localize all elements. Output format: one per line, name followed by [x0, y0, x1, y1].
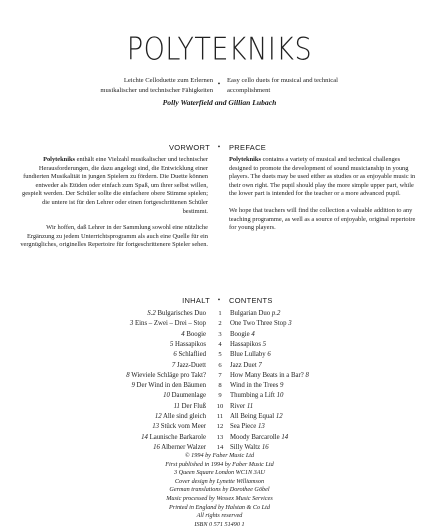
preface-german [20, 156, 208, 258]
preface-heading-german: VORWORT [169, 143, 210, 152]
toc-page-english: 10 [276, 392, 284, 400]
toc-title-english: Blue Lullaby [230, 351, 266, 359]
toc-page-german: S.2 [147, 310, 156, 317]
toc-page-german: 3 [129, 320, 134, 328]
toc-row [0, 381, 439, 391]
toc-title-german: Der Wind in den Bäumen [136, 382, 206, 390]
credit-line: German translations by Dorothee Göbel [169, 486, 270, 494]
toc-row [0, 412, 439, 422]
toc-number: 8 [218, 382, 222, 390]
toc-title-german: Launische Barkarole [149, 433, 206, 441]
toc-entry-german [147, 309, 206, 319]
toc-page-german: 13 [152, 423, 159, 431]
toc-row [0, 391, 439, 401]
toc-page-english: 11 [246, 402, 254, 410]
toc-row [0, 340, 439, 350]
toc-row [0, 361, 439, 371]
authors: Polly Waterfield and Gillian Lubach [162, 98, 277, 107]
toc-title-german: Eins – Zwei – Drei – Stop [135, 320, 206, 328]
toc-title-english: Silly Waltz [230, 443, 261, 451]
toc-page-german: 9 [131, 382, 135, 390]
toc-entry-german [181, 330, 206, 340]
toc-page-german: 12 [154, 413, 162, 420]
toc-entry-german [170, 340, 206, 350]
toc-number: 9 [218, 392, 222, 400]
toc-page-english: 9 [279, 382, 284, 390]
toc-title-german: Daumenlage [171, 392, 206, 400]
toc-number: 2 [218, 320, 222, 328]
toc-title-german: Hassapikos [175, 340, 206, 348]
preface-german-paragraph: Wir hoffen, daß Lehrer in der Sammlung sowohl eine nützliche Ergänzung zu jedem Unterrichtsprogramm als auch eine Quelle für ein vergnügliches, originelles Repertoire für fortgeschrittenere Spieler sehen. [20, 224, 208, 249]
toc-title-german: Boogie [186, 330, 206, 338]
book-name: Polytekniks [43, 156, 76, 163]
toc-page-english: 13 [257, 423, 265, 431]
page-title: POLYTEKNIKS [126, 31, 313, 68]
toc-entry-german [131, 381, 206, 391]
toc-title-german: Der Fluß [181, 402, 206, 410]
toc-page-english: 16 [261, 443, 269, 451]
credits [0, 452, 439, 529]
toc-entry-german [163, 391, 206, 401]
toc-entry-english [230, 402, 253, 412]
toc-title-english: Jazz Duet [230, 361, 257, 369]
toc-page-german: 4 [181, 330, 185, 338]
toc-entry-english [230, 433, 288, 443]
toc-page-english: 12 [275, 413, 283, 420]
credit-line: Cover design by Lynette Williamson [174, 477, 265, 485]
toc-page-german: 6 [173, 351, 177, 359]
toc-entry-german [173, 350, 206, 360]
copyright-line: © 1994 by Faber Music Ltd [184, 452, 255, 459]
toc-entry-english [230, 391, 283, 401]
toc-page-english: 14 [281, 433, 289, 441]
toc-page-german: 11 [173, 402, 180, 410]
toc-page-german: 16 [153, 443, 160, 451]
toc-title-german: Schlaflied [178, 351, 206, 359]
toc-title-english: How Many Beats in a Bar? [230, 371, 304, 379]
toc-number: 7 [218, 371, 222, 379]
toc-entry-english [230, 309, 280, 319]
toc-title-english: Bulgarian Duo [230, 310, 271, 317]
separator-dot: • [217, 80, 221, 88]
subtitle-english [227, 76, 427, 95]
toc-number: 4 [218, 340, 222, 348]
subtitle-english-line: accomplishment [227, 86, 271, 94]
toc-row [0, 309, 439, 319]
subtitle-german-line: musikalischer und technischer Fähigkeiten [100, 86, 213, 94]
toc-title-german: Alle sind gleich [162, 413, 206, 420]
toc-row [0, 422, 439, 432]
toc-title-english: Thumbing a Lift [230, 392, 275, 400]
toc-row [0, 319, 439, 329]
subtitle-german [13, 76, 213, 95]
toc-title-german: Alberner Walzer [161, 443, 206, 451]
preface-english-paragraph: We hope that teachers will find the collection a valuable addition to any teaching programme, as well as a source of enjoyable, original repertoire for young players. [229, 206, 416, 232]
preface-german-text: enthält eine Vielzahl musikalischer und technischer Herausforderungen, die dazu angelegt sind, die Entwicklung einer fundierten Musikalität in jungen Spielern zu fördern. Die Duette können entweder als Etüden oder einfach zum Spaß, um ihrer selbst willen, gespielt werden. Der Schüler sollte die einfachere obere Stimme spielen; die untere ist für den Lehrer oder einen fortgeschrittenen Schüler bestimmt. [22, 156, 208, 215]
subtitle-english-line: Easy cello duets for musical and technical [227, 77, 338, 84]
toc-number: 12 [216, 423, 224, 431]
credit-line: Printed in England by Halstan & Co Ltd [169, 503, 270, 511]
toc-entry-english [230, 381, 283, 391]
toc-entry-english [230, 330, 255, 340]
toc-entry-english [230, 350, 271, 360]
toc-entry-german [172, 361, 206, 371]
toc-entry-german [141, 433, 206, 443]
toc-number: 6 [218, 361, 222, 369]
toc-row [0, 330, 439, 340]
toc-title-german: Stück vom Meer [160, 423, 206, 431]
toc-row [0, 402, 439, 412]
toc-title-english: Sea Piece [230, 423, 257, 431]
toc-number: 1 [218, 310, 222, 317]
toc-title-english: River [230, 402, 246, 410]
toc-title-german: Bulgarisches Duo [157, 310, 206, 317]
toc-title-german: Jazz-Duett [176, 361, 206, 369]
toc-entry-english [230, 422, 265, 432]
toc-row [0, 371, 439, 381]
toc-entry-german [155, 412, 206, 422]
contents-heading-german: INHALT [182, 296, 210, 305]
preface-heading-english: PREFACE [229, 143, 267, 152]
toc-number: 3 [218, 330, 222, 338]
preface-english [229, 156, 419, 241]
credit-line: Music processed by Wessex Music Services [166, 494, 273, 502]
preface-english-text: contains a variety of musical and technical challenges designed to promote the development of sound musicianship in young players. The duets may be used either as studies or as enjoyable music in their own right. The pupil should play the more simple upper part, while the lower part is intended for the teacher or a more advanced pupil. [229, 156, 416, 198]
toc-title-german: Wieviele Schläge pro Takt? [131, 371, 206, 379]
toc-page-english: 7 [258, 361, 262, 369]
toc-row [0, 350, 439, 360]
toc-page-english: 3 [288, 320, 292, 328]
toc-page-english: 6 [267, 351, 271, 359]
subtitle-german-line: Leichte Celloduette zum Erlernen [123, 77, 213, 84]
toc-number: 14 [216, 443, 224, 451]
isbn-line: ISBN 0 571 51490 1 [194, 520, 245, 528]
toc-number: 13 [216, 433, 224, 441]
toc-page-german: 5 [169, 340, 174, 348]
toc-entry-english [230, 361, 262, 371]
credit-line: All rights reserved [196, 512, 243, 520]
credit-line: First published in 1994 by Faber Music Ltd [165, 460, 274, 468]
toc-page-german: 14 [141, 433, 148, 441]
toc-row [0, 433, 439, 443]
toc-entry-german [152, 422, 206, 432]
toc-page-german: 7 [171, 361, 176, 369]
toc-title-english: Moody Barcarolle [230, 433, 280, 441]
separator-dot: • [217, 143, 221, 151]
preface-german-paragraph [20, 156, 208, 216]
toc-number: 11 [216, 413, 224, 420]
toc-page-german: 8 [126, 371, 130, 379]
toc-entry-german [126, 371, 206, 381]
toc-title-english: All Being Equal [230, 413, 275, 420]
toc-entry-english [230, 319, 292, 329]
toc-page-english: 4 [251, 330, 255, 338]
toc-number: 5 [218, 351, 222, 359]
contents-heading-english: CONTENTS [229, 296, 273, 305]
preface-english-paragraph [229, 156, 419, 199]
toc-title-english: Wind in the Trees [230, 382, 279, 390]
toc-page-english: 8 [305, 371, 309, 379]
toc-page-english: 5 [262, 340, 267, 348]
book-name: Polytekniks [229, 156, 261, 163]
toc-entry-english [230, 371, 309, 381]
toc-entry-german [174, 402, 206, 412]
toc-entry-english [230, 340, 266, 350]
separator-dot: • [217, 296, 221, 304]
toc-title-english: Hassapikos [230, 340, 261, 348]
credit-line: 3 Queen Square London WC1N 3AU [173, 469, 266, 477]
toc-entry-german [130, 319, 206, 329]
toc-entry-english [230, 412, 283, 422]
toc-title-english: One Two Three Stop [230, 320, 287, 328]
toc-title-english: Boogie [230, 330, 250, 338]
toc-page-english: p.2 [271, 310, 281, 317]
toc-page-german: 10 [163, 392, 170, 400]
toc-number: 10 [216, 402, 224, 410]
